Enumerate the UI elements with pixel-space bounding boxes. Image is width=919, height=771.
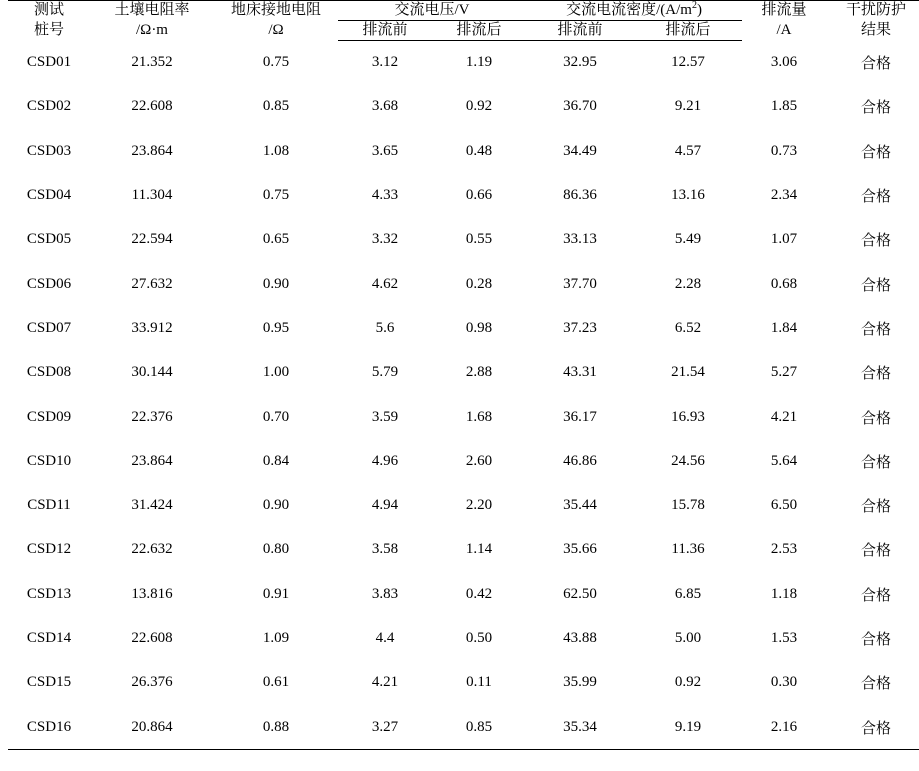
cell-voltage-before-drain: 3.68: [371, 98, 399, 115]
table-row: [8, 262, 919, 306]
cell-soil-resistivity: 21.352: [131, 53, 173, 70]
cell-bed-ground-resistance: 0.65: [262, 231, 290, 248]
cell-protection-result: 合格: [861, 632, 892, 648]
cell-bed-ground-resistance: 0.90: [262, 497, 290, 514]
cell-soil-resistivity: 23.864: [131, 142, 173, 159]
cell-voltage-after-drain: 0.92: [465, 98, 493, 115]
cell-density-before-drain: 46.86: [563, 452, 597, 469]
cell-drain-current: 1.84: [770, 319, 798, 336]
table-row: [8, 528, 919, 572]
table-row: [8, 572, 919, 616]
cell-drain-current: 2.16: [742, 705, 826, 750]
cell-drain-current: 1.07: [770, 231, 798, 248]
cell-soil-resistivity: 13.816: [131, 585, 173, 602]
header-voltage-before-drain: 排流前: [338, 20, 432, 40]
cell-density-before-drain: 86.36: [563, 187, 597, 204]
cell-protection-result: 合格: [861, 321, 892, 338]
cell-voltage-before-drain: 4.94: [371, 497, 399, 514]
cell-pile-no: CSD06: [26, 275, 72, 292]
cell-density-before-drain: 34.49: [563, 142, 597, 159]
cell-bed-ground-resistance: 0.90: [262, 275, 290, 292]
table-row: [8, 306, 919, 350]
table-row: [8, 616, 919, 660]
cell-voltage-before-drain: 3.27: [338, 705, 432, 750]
cell-pile-no: CSD08: [26, 364, 72, 381]
cell-soil-resistivity: 22.608: [131, 98, 173, 115]
cell-density-before-drain: 36.17: [563, 408, 597, 425]
cell-drain-current: 2.53: [770, 541, 798, 558]
cell-pile-no: CSD12: [26, 541, 72, 558]
cell-density-after-drain: 5.00: [674, 630, 702, 646]
cell-voltage-after-drain: 0.55: [465, 231, 493, 248]
cell-protection-result: 合格: [861, 100, 892, 117]
cell-density-after-drain: 11.36: [671, 541, 705, 558]
cell-voltage-after-drain: 0.11: [466, 674, 492, 691]
cell-soil-resistivity: 22.594: [131, 231, 173, 248]
cell-soil-resistivity: 31.424: [131, 497, 173, 514]
header-row-main: [8, 1, 919, 21]
cell-protection-result: 合格: [861, 410, 892, 427]
table-row: [8, 483, 919, 527]
header-ac-current-density-group: 交流电流密度$/(A/m^2)$: [526, 1, 742, 21]
cell-pile-no: CSD03: [26, 142, 72, 159]
cell-density-before-drain: 37.70: [563, 275, 597, 292]
cell-pile-no: CSD11: [27, 497, 71, 514]
cell-protection-result: 合格: [861, 277, 892, 294]
cell-voltage-after-drain: 1.19: [465, 54, 493, 71]
cell-voltage-after-drain: 2.20: [465, 497, 493, 514]
cell-soil-resistivity: 27.632: [131, 275, 173, 292]
cell-density-before-drain: 37.23: [563, 319, 597, 336]
cell-density-after-drain: 21.54: [671, 364, 705, 381]
cell-density-after-drain: 2.28: [674, 275, 702, 292]
cell-voltage-after-drain: 2.60: [465, 452, 493, 469]
cell-density-before-drain: 32.95: [563, 54, 597, 71]
cell-protection-result: 合格: [861, 543, 892, 560]
cell-drain-current: 2.34: [770, 187, 798, 204]
cell-protection-result: 合格: [861, 144, 892, 161]
superscript-two: 2: [691, 0, 697, 11]
cell-density-after-drain: 13.16: [671, 187, 705, 204]
cell-bed-ground-resistance: 1.09: [262, 630, 290, 646]
cell-density-before-drain: 35.34: [526, 705, 634, 750]
cell-drain-current: 0.30: [770, 674, 798, 691]
cell-bed-ground-resistance: 0.70: [262, 408, 290, 425]
cell-voltage-before-drain: 4.96: [371, 452, 399, 469]
cell-density-before-drain: 43.88: [563, 630, 597, 646]
cell-voltage-after-drain: 2.88: [465, 364, 493, 381]
cell-pile-no: CSD14: [26, 630, 72, 646]
cell-drain-current: 1.53: [770, 630, 798, 646]
table-row: [8, 661, 919, 705]
cell-drain-current: 4.21: [770, 408, 798, 425]
cell-protection-result: 合格: [861, 233, 892, 250]
cell-drain-current: 1.18: [770, 585, 798, 602]
cell-density-after-drain: 12.57: [671, 54, 705, 71]
cell-protection-result: 合格: [861, 366, 892, 383]
cell-protection-result: 合格: [861, 499, 892, 516]
cell-drain-current: 0.73: [770, 142, 798, 159]
header-density-before-drain: 排流前: [526, 20, 634, 40]
cell-drain-current: 5.64: [770, 452, 798, 469]
cell-drain-current: 6.50: [770, 497, 798, 514]
cell-voltage-before-drain: 5.6: [375, 319, 395, 336]
cell-voltage-after-drain: 1.14: [465, 541, 493, 558]
cell-density-after-drain: 16.93: [671, 408, 705, 425]
cell-density-before-drain: 35.99: [563, 674, 597, 691]
cell-bed-ground-resistance: 0.85: [262, 98, 290, 115]
cell-soil-resistivity: 23.864: [131, 452, 173, 469]
cell-pile-no: CSD10: [26, 452, 72, 469]
cell-voltage-after-drain: 0.85: [432, 705, 526, 750]
cell-bed-ground-resistance: 0.61: [262, 674, 290, 691]
cell-voltage-after-drain: 0.50: [465, 630, 493, 646]
cell-density-after-drain: 6.85: [674, 585, 702, 602]
cell-bed-ground-resistance: 0.75: [262, 53, 290, 70]
cell-soil-resistivity: 22.632: [131, 541, 173, 558]
cell-bed-ground-resistance: 0.91: [262, 585, 290, 602]
cell-voltage-after-drain: 1.68: [465, 408, 493, 425]
cell-protection-result: 合格: [861, 676, 892, 693]
cell-voltage-before-drain: 4.21: [371, 674, 399, 691]
cell-drain-current: 3.06: [770, 53, 798, 70]
cell-bed-ground-resistance: 1.00: [262, 364, 290, 381]
table-row: [8, 395, 919, 439]
cell-voltage-before-drain: 5.79: [371, 364, 399, 381]
cell-voltage-after-drain: 0.28: [465, 275, 493, 292]
cell-pile-no: CSD02: [26, 98, 72, 115]
cell-voltage-before-drain: 3.59: [371, 408, 399, 425]
header-bed-ground-resistance: 地床接地电阻 /Ω: [214, 1, 338, 41]
cell-voltage-before-drain: 3.12: [371, 54, 399, 71]
cell-density-before-drain: 43.31: [563, 364, 597, 381]
cell-density-after-drain: 0.92: [674, 674, 702, 691]
cell-pile-no: CSD13: [26, 585, 72, 602]
table-row: [8, 218, 919, 262]
cell-voltage-before-drain: 3.83: [371, 585, 399, 602]
cell-density-before-drain: 36.70: [563, 98, 597, 115]
cell-pile-no: CSD05: [26, 231, 72, 248]
cell-bed-ground-resistance: 0.80: [262, 541, 290, 558]
table-body: [8, 40, 919, 750]
cell-density-before-drain: 35.66: [563, 541, 597, 558]
header-soil-resistivity: 土壤电阻率 /Ω·m: [90, 1, 214, 41]
cell-drain-current: 5.27: [770, 364, 798, 381]
cell-density-after-drain: 24.56: [671, 452, 705, 469]
cell-voltage-before-drain: 3.65: [371, 142, 399, 159]
cell-bed-ground-resistance: 0.88: [214, 705, 338, 750]
header-ac-voltage-group: 交流电压/V: [338, 1, 526, 21]
cell-pile-no: CSD07: [26, 319, 72, 336]
cell-soil-resistivity: 20.864: [90, 705, 214, 750]
table-row: [8, 40, 919, 85]
cell-pile-no: CSD15: [26, 674, 72, 691]
header-voltage-after-drain: 排流后: [432, 20, 526, 40]
cell-density-after-drain: 6.52: [674, 319, 702, 336]
cell-density-before-drain: 33.13: [563, 231, 597, 248]
cell-soil-resistivity: 11.304: [131, 187, 173, 204]
table-row: [8, 173, 919, 217]
cell-pile-no: CSD16: [8, 705, 90, 750]
cell-density-before-drain: 62.50: [563, 585, 597, 602]
cell-pile-no: CSD04: [26, 187, 72, 204]
cell-voltage-before-drain: 4.62: [371, 275, 399, 292]
cell-voltage-after-drain: 0.66: [465, 187, 493, 204]
cell-voltage-after-drain: 0.42: [465, 585, 493, 602]
cell-voltage-after-drain: 0.98: [465, 319, 493, 336]
measurement-table: [8, 0, 919, 750]
cell-pile-no: CSD01: [26, 53, 72, 70]
cell-protection-result: 合格: [861, 587, 892, 604]
cell-density-before-drain: 35.44: [563, 497, 597, 514]
cell-bed-ground-resistance: 0.84: [262, 452, 290, 469]
cell-voltage-before-drain: 4.33: [371, 187, 399, 204]
cell-voltage-before-drain: 3.58: [371, 541, 399, 558]
cell-density-after-drain: 15.78: [671, 497, 705, 514]
table-row: [8, 705, 919, 750]
header-density-after-drain: 排流后: [634, 20, 742, 40]
table-row: [8, 129, 919, 173]
cell-density-after-drain: 9.21: [674, 98, 702, 115]
header-pile-no: 测试 桩号: [8, 1, 90, 41]
header-protection-result: 干扰防护 结果: [826, 1, 919, 41]
cell-protection-result: 合格: [861, 189, 892, 206]
table-row: [8, 85, 919, 129]
header-drain-current: 排流量 /A: [742, 1, 826, 41]
cell-density-after-drain: 5.49: [674, 231, 702, 248]
cell-density-after-drain: 9.19: [634, 705, 742, 750]
cell-voltage-before-drain: 3.32: [371, 231, 399, 248]
cell-protection-result: 合格: [861, 454, 892, 471]
cell-bed-ground-resistance: 1.08: [262, 142, 290, 159]
cell-protection-result: 合格: [861, 55, 892, 72]
cell-protection-result: 合格: [826, 705, 919, 750]
cell-voltage-after-drain: 0.48: [465, 142, 493, 159]
cell-soil-resistivity: 26.376: [131, 674, 173, 691]
cell-drain-current: 0.68: [770, 275, 798, 292]
cell-soil-resistivity: 33.912: [131, 319, 173, 336]
table-row: [8, 351, 919, 395]
table-header: [8, 1, 919, 41]
cell-pile-no: CSD09: [26, 408, 72, 425]
cell-soil-resistivity: 22.376: [131, 408, 173, 425]
cell-density-after-drain: 4.57: [674, 142, 702, 159]
cell-voltage-before-drain: 4.4: [375, 630, 395, 646]
cell-bed-ground-resistance: 0.95: [262, 319, 290, 336]
cell-drain-current: 1.85: [770, 98, 798, 115]
cell-bed-ground-resistance: 0.75: [262, 187, 290, 204]
cell-soil-resistivity: 30.144: [131, 364, 173, 381]
cell-soil-resistivity: 22.608: [131, 630, 173, 646]
table-row: [8, 439, 919, 483]
